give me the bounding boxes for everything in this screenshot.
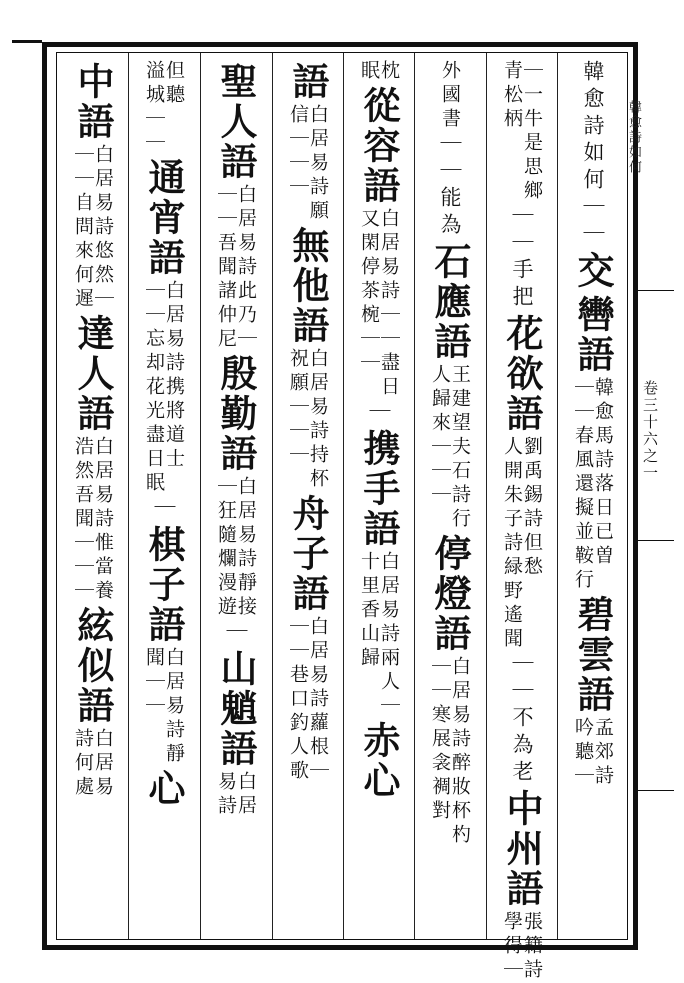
- annotation-line: 青松柄: [501, 60, 523, 132]
- annotation-line: 白居易詩持杯: [307, 348, 329, 492]
- headword: 絃似語: [71, 606, 115, 726]
- annotation-line: ｜｜吾聞諸仲尼: [215, 184, 237, 352]
- text-column: [59, 60, 127, 800]
- margin-tick: [638, 790, 674, 791]
- annotation-line: 張籍詩: [521, 911, 543, 983]
- annotation-line: 白居易詩醉妝杯杓: [449, 656, 471, 848]
- annotation-pair: [462, 911, 582, 983]
- headword: 心: [142, 769, 186, 809]
- annotation-line: 十里香山歸: [358, 551, 380, 671]
- text-line: ｜: [224, 620, 248, 647]
- margin-tick: [638, 290, 674, 291]
- headword: 交: [571, 251, 615, 291]
- annotation-line: 白居易詩蘿根｜: [307, 616, 329, 784]
- annotation-line: 吟聽｜: [572, 717, 594, 789]
- headword: 棋子語: [142, 525, 186, 645]
- annotation-line: 人開朱子詩緑野遙聞: [501, 436, 523, 652]
- headword: 山魈語: [214, 649, 258, 769]
- annotation-line: ｜｜忘却花光盡日眠: [143, 280, 165, 496]
- headword: 無他語: [286, 226, 330, 346]
- annotation-line: 白居易詩携將道士: [163, 280, 185, 472]
- text-line: ｜｜不為老: [510, 652, 534, 787]
- annotation-line: 溢城｜｜: [143, 60, 165, 156]
- annotation-line: ｜狂隨爛漫遊: [215, 476, 237, 620]
- headword: 聖人語: [214, 62, 258, 182]
- headword: 碧雲語: [571, 595, 615, 715]
- annotation-line: 白居易詩兩人｜: [378, 551, 400, 719]
- annotation-line: 外國書: [439, 60, 461, 132]
- text-line: ｜｜能為: [438, 132, 462, 240]
- text-line: ｜: [367, 400, 391, 427]
- annotation-line: ｜｜自問來何遲: [72, 144, 94, 312]
- annotation-line: ｜一牛是思鄉: [521, 60, 543, 204]
- headword: 殷勤語: [214, 354, 258, 474]
- annotation-line: 浩然吾聞｜｜｜: [72, 436, 94, 604]
- annotation-pair: [420, 60, 480, 132]
- headword: 花欲語: [500, 314, 544, 434]
- annotation-line: 聞｜｜: [143, 647, 165, 719]
- headword: 石應語: [428, 242, 472, 362]
- headword: 中州語: [500, 789, 544, 909]
- headword: 中語: [71, 62, 115, 142]
- annotation-line: 韓愈馬詩落日已曽: [592, 377, 614, 569]
- annotation-line: 易詩: [215, 771, 237, 819]
- headword: 舟子語: [286, 494, 330, 614]
- annotation-pair: [0, 436, 233, 604]
- annotation-line: 信｜｜｜: [287, 104, 309, 200]
- annotation-line: 白居易詩惟當養: [92, 436, 114, 604]
- text-line: 韓愈詩如何｜｜: [581, 60, 605, 249]
- headword: 達人語: [71, 314, 115, 434]
- annotation-line: 又閑停茶椀｜｜: [358, 208, 380, 376]
- annotation-line: 眠: [358, 60, 380, 84]
- annotation-pair: [33, 728, 153, 800]
- annotation-line: 白居易詩｜｜盡日: [378, 208, 400, 400]
- annotation-line: 王建望夫石詩行: [449, 364, 471, 532]
- annotation-line: 白居易: [92, 728, 114, 800]
- headword: 從容語: [357, 86, 401, 206]
- annotation-line: 人歸來｜｜｜: [429, 364, 451, 508]
- annotation-line: 枕: [378, 60, 400, 84]
- annotation-line: 白居易詩靜: [163, 647, 185, 767]
- annotation-line: 但聽: [163, 60, 185, 108]
- headword: 停燈語: [428, 534, 472, 654]
- annotation-line: ｜｜春風還擬並鞍行: [572, 377, 594, 593]
- headword: 赤心: [357, 721, 401, 801]
- annotation-line: 白居易詩願: [307, 104, 329, 224]
- annotation-line: 劉禹錫詩但愁: [521, 436, 543, 580]
- margin-header: 韓愈詩如何: [626, 100, 641, 175]
- annotation-line: 孟郊詩: [592, 717, 614, 789]
- annotation-line: 白居易詩悠然｜: [92, 144, 114, 312]
- annotation-line: 祝願｜｜｜: [287, 348, 309, 468]
- headword: 語: [286, 62, 330, 102]
- annotation-line: 白居: [235, 771, 257, 819]
- annotation-line: 詩何處: [72, 728, 94, 800]
- annotation-line: 白居易詩靜接: [235, 476, 257, 620]
- annotation-line: 白居易詩此乃｜: [235, 184, 257, 352]
- annotation-pair: [359, 60, 399, 84]
- annotation-pair: [0, 144, 233, 312]
- annotation-pair: [196, 771, 276, 819]
- headword: 轡語: [571, 295, 615, 375]
- headword: 通宵語: [142, 158, 186, 278]
- text-line: ｜｜手把: [510, 204, 534, 312]
- text-line: ｜: [152, 496, 176, 523]
- corner-mark: [12, 40, 42, 51]
- volume-label: 卷三十六之一: [641, 380, 659, 482]
- annotation-line: 學得｜: [501, 911, 523, 983]
- annotation-line: ｜｜寒展衾裯對: [429, 656, 451, 824]
- annotation-line: ｜｜巷口釣人歌: [287, 616, 309, 784]
- headword: 携手語: [357, 429, 401, 549]
